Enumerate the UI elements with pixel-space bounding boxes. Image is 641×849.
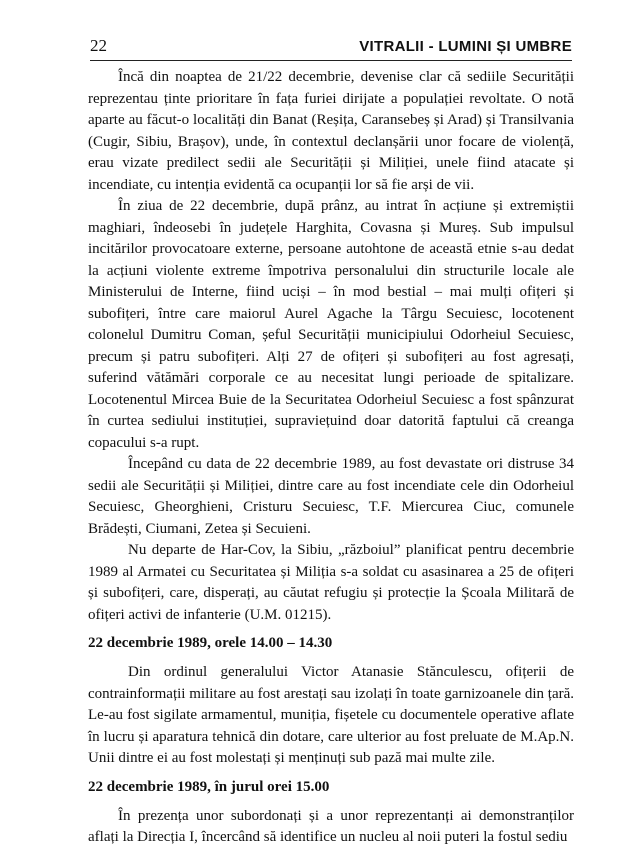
section-heading-2: 22 decembrie 1989, în jurul orei 15.00 [88, 778, 330, 795]
paragraph-3: Începând cu data de 22 decembrie 1989, au fost devastate ori distruse 34 sedii ale Securității și Miliției, dintre care au fost incendiate cele din Odorheiul Secuiesc, Gheorghieni, Cristuru Secuiesc, T.F. Miercurea Ciuc, comunele Brădești, Ciumani, Zetea și Secuieni. [88, 456, 574, 537]
section-2-paragraph: În prezența unor subordonați și a unor reprezentanți ai demonstranților aflați la Direcția I, încercând să identifice un nucleu al noii puteri la fostul sediu [88, 807, 574, 845]
page-header [90, 34, 572, 61]
paragraph-2: În ziua de 22 decembrie, după prânz, au intrat în acțiune și extremiștii maghiari, îndeosebi în județele Harghita, Covasna și Mureș. Sub impulsul incitărilor provocatoare externe, persoane autohtone de această etnie s-au dedat la acțiuni violente extreme împotriva personalului din structurile locale ale Ministerului de Interne, fiind uciși – în mod bestial – mai mulți ofițeri și subofițeri, între care maiorul Aurel Agache la Târgu Secuiesc, locotenent colonelul Dumitru Coman, șeful Securității municipiului Odorheiul Secuiesc, precum și patru subofițeri. Alți 27 de ofițeri și subofițeri au fost agresați, suferind vătămări corporale ce au necesitat lungi perioade de spitalizare. Locotenentul Mircea Buie de la Securitatea Odorheiul Secuiesc a fost spânzurat în curtea sediului instituției, supraviețuind doar datorită faptului că creanga copacului s-a rupt. [88, 198, 574, 451]
page-body [88, 67, 574, 849]
section-heading-1: 22 decembrie 1989, orele 14.00 – 14.30 [88, 635, 333, 651]
section-1-paragraph: Din ordinul generalului Victor Atanasie Stănculescu, ofițerii de contrainformații militare au fost arestați sau izolați în toate garnizoanele din țară. Le-au fost sigilate armamentul, muniția, fișetele cu documentele operative aflate în lucru și aparatura tehnică din dotare, care ulterior au fost preluate de M.Ap.N. Unii dintre ei au fost molestați și menținuți sub pază mai multe zile. [88, 664, 574, 766]
paragraph-1: Încă din noaptea de 21/22 decembrie, devenise clar că sediile Securității reprezentau ținte prioritare în fața furiei dirijate a populației revoltate. O notă aparte au făcut-o localități din Banat (Reșița, Caransebeș și Arad) și Transilvania (Cugir, Sibiu, Brașov), unde, în contextul declanșării unor focare de violență, erau vizate predilect sedii ale Securității și Miliției, unele fiind atacate și incendiate, cu intenția evidentă ca ocupanții lor să fie arși de vii. [88, 69, 574, 193]
page-number: 22 [90, 36, 107, 55]
paragraph-4: Nu departe de Har-Cov, la Sibiu, „războiul” planificat pentru decembrie 1989 al Armatei cu Securitatea și Miliția s-a soldat cu asasinarea a 25 de ofițeri și subofițeri, care, disperați, au căutat refugiu și protecție la Școala Militară de ofițeri activi de infanterie (U.M. 01215). [88, 542, 574, 623]
running-title: VITRALII - LUMINI ȘI UMBRE [359, 38, 572, 55]
